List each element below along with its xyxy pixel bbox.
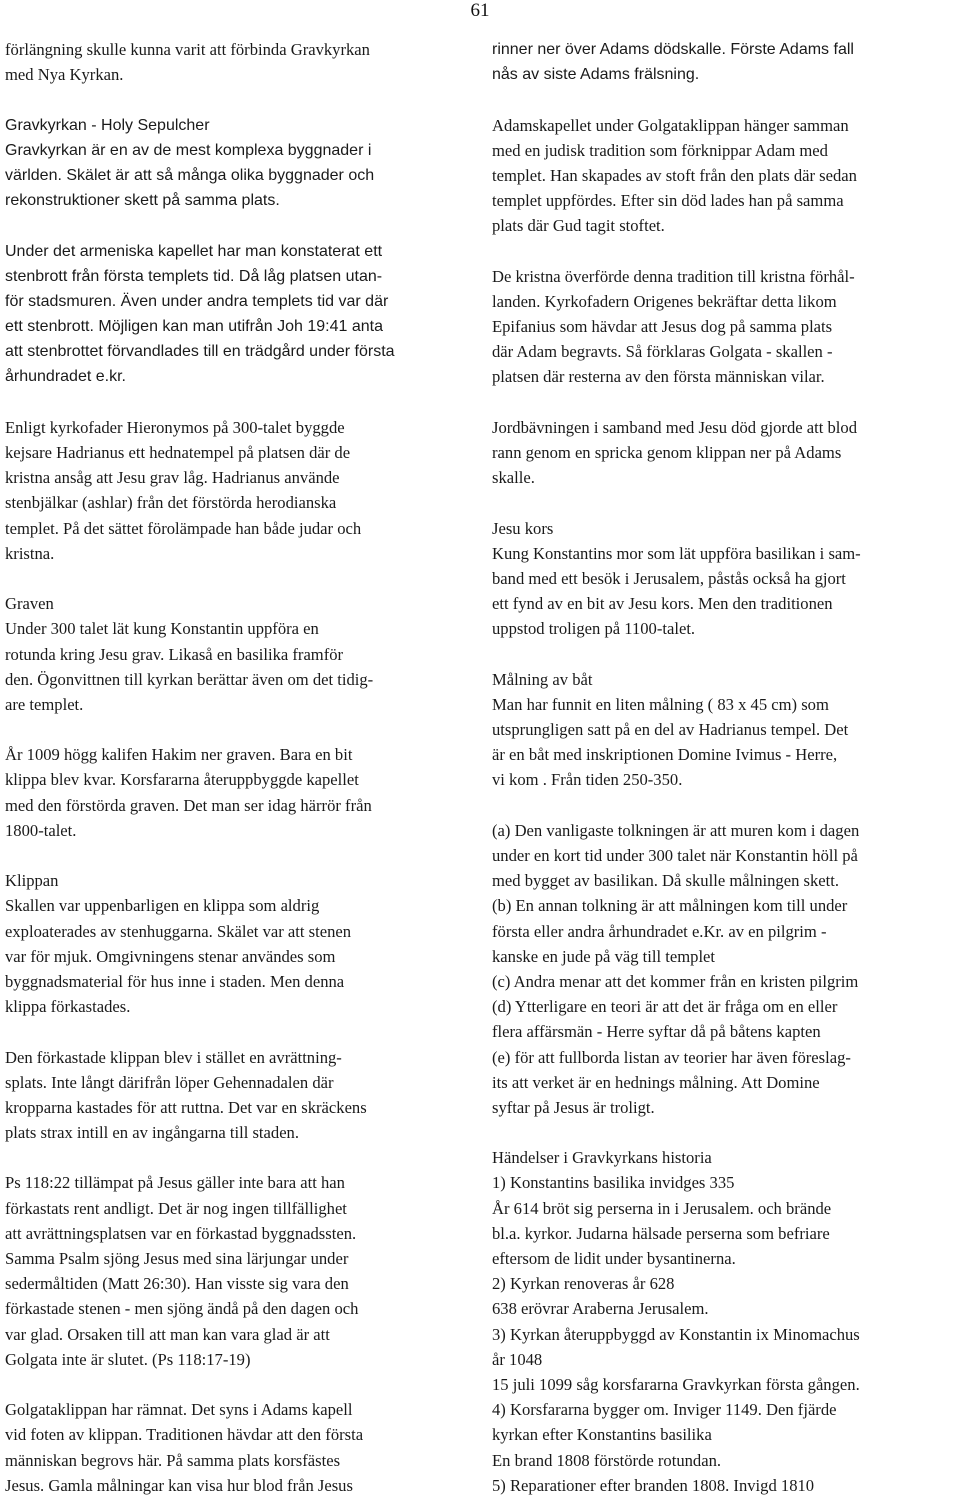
paragraph (5, 868, 475, 1019)
text-line: (e) för att fullborda listan av teorier har även föreslag- (492, 1047, 851, 1067)
text-line: den. Ögonvittnen till kyrkan berättar även om det tidig- (5, 669, 374, 689)
text-line: syftar på Jesus är troligt. (492, 1097, 655, 1117)
text-line: År 614 bröt sig perserna in i Jerusalem. och brände (492, 1198, 832, 1218)
left-column (5, 37, 475, 1498)
text-line: skalle. (492, 468, 535, 488)
text-line: att stenbrottet förvandlades till en trädgård under första (5, 343, 395, 361)
text-line: Epifanius som hävdar att Jesus dog på samma plats (492, 317, 833, 337)
text-line: Jesu kors (492, 518, 554, 538)
paragraph (5, 742, 475, 843)
text-line: var för mjuk. Omgivningens stenar användes som (5, 946, 336, 966)
text-line: utsprungligen satt på en del av Hadrianus tempel. Det (492, 720, 849, 740)
text-line: band med ett besök i Jerusalem, påstås också ha gjort (492, 568, 846, 588)
text-line: stenbjälkar (ashlar) från det förstörda herodianska (5, 493, 337, 513)
text-line: templet uppfördes. Efter sin död lades han på samma (492, 191, 844, 211)
text-line: 3) Kyrkan återuppbyggd av Konstantin ix Minomachus (492, 1324, 860, 1344)
text-line: under en kort tid under 300 talet när Konstantin höll på (492, 846, 858, 865)
text-line: kanske en jude på väg till templet (492, 946, 716, 966)
text-line: för stadsmuren. Även under andra templets tid var där (5, 292, 389, 310)
text-line: Graven (5, 594, 54, 614)
text-line: klippa blev kvar. Korsfararna återuppbyggde kapellet (5, 770, 359, 790)
paragraph (492, 1145, 954, 1498)
text-line: År 1009 högg kalifen Hakim ner graven. Bara en bit (5, 745, 353, 765)
text-line: 4) Korsfararna bygger om. Inviger 1149. Den fjärde (492, 1400, 837, 1420)
text-line: uppstod troligen på 1100-talet. (492, 619, 696, 639)
text-line: är en båt med inskriptionen Domine Ivimus - Herre, (492, 745, 838, 765)
text-line: kristna ansåg att Jesu grav låg. Hadrianus använde (5, 468, 340, 488)
text-line: eftersom de lidit under bysantinerna. (492, 1249, 736, 1268)
text-line: Jordbävningen i samband med Jesu död gjorde att blod (492, 417, 857, 437)
text-line: splats. Inte långt därifrån löper Gehennadalen där (5, 1072, 334, 1092)
text-line: år 1048 (492, 1349, 543, 1369)
paragraph (5, 37, 475, 87)
text-line: Klippan (5, 871, 59, 891)
text-line: plats strax intill en av ingångarna till staden. (5, 1123, 300, 1143)
text-line: ett stenbrott. Möjligen kan man utifrån Joh 19:41 anta (5, 318, 384, 336)
paragraph (492, 516, 954, 642)
text-line: landen. Kyrkofadern Origenes bekräftar detta likom (492, 291, 837, 311)
text-line: De kristna överförde denna tradition till kristna förhål- (492, 266, 855, 286)
text-line: Kung Konstantins mor som lät uppföra basilikan i sam- (492, 543, 861, 563)
text-line: platsen där resterna av den första människan vilar. (492, 367, 825, 387)
paragraph (5, 415, 475, 566)
text-line: Under 300 talet lät kung Konstantin uppföra en (5, 619, 319, 639)
text-line: förkastats rent andligt. Det är nog ingen tillfällighet (5, 1198, 347, 1218)
text-line: 2) Kyrkan renoveras år 628 (492, 1274, 675, 1294)
text-line: vi kom . Från tiden 250-350. (492, 770, 683, 790)
text-line: var glad. Orsaken till att man kan vara glad är att (5, 1324, 330, 1344)
text-line: byggnadsmaterial för hus inne i staden. Men denna (5, 971, 345, 991)
text-line: 638 erövrar Araberna Jerusalem. (492, 1299, 709, 1319)
text-line: stenbrott från första templets tid. Då låg platsen utan- (5, 267, 383, 285)
paragraph (492, 818, 954, 1120)
text-line: rotunda kring Jesu grav. Likaså en basilika framför (5, 644, 344, 664)
text-line: människan begrovs här. På samma plats korsfästes (5, 1450, 341, 1470)
text-line: med bygget av basilikan. Då skulle målningen skett. (492, 871, 840, 891)
text-line: 15 juli 1099 såg korsfararna Gravkyrkan första gången. (492, 1374, 860, 1394)
text-line: bl.a. kyrkor. Judarna hälsade perserna som befriare (492, 1223, 830, 1243)
text-line: ett fynd av en bit av Jesu kors. Men den traditionen (492, 594, 833, 614)
text-line: kyrkan efter Konstantins basilika (492, 1425, 712, 1445)
text-line: its att verket är en hednings målning. Att Domine (492, 1072, 820, 1092)
paragraph (492, 415, 954, 491)
text-line: (a) Den vanligaste tolkningen är att muren kom i dagen (492, 820, 860, 840)
text-line: Ps 118:22 tillämpat på Jesus gäller inte bara att han (5, 1173, 345, 1193)
text-line: klippa förkastades. (5, 997, 131, 1017)
text-line: Händelser i Gravkyrkans historia (492, 1148, 712, 1168)
text-line: 1800-talet. (5, 820, 77, 840)
text-line: rann genom en spricka genom klippan ner på Adams (492, 443, 842, 462)
paragraph (5, 1170, 475, 1372)
text-line: Jesus. Gamla målningar kan visa hur blod från Jesus (5, 1475, 353, 1495)
text-line: med en judisk tradition som förknippar Adam med (492, 140, 828, 160)
text-line: Under det armeniska kapellet har man konstaterat ett (5, 242, 383, 260)
paragraph (492, 37, 954, 87)
paragraph (5, 113, 475, 214)
text-line: 5) Reparationer efter branden 1808. Invigd 1810 (492, 1475, 815, 1495)
paragraph (492, 264, 954, 390)
paragraph (5, 1045, 475, 1146)
paragraph (492, 113, 954, 239)
text-line: Gravkyrkan - Holy Sepulcher (5, 116, 210, 134)
text-line: Samma Psalm sjöng Jesus med sina lärjungar under (5, 1249, 349, 1268)
text-line: 1) Konstantins basilika invidges 335 (492, 1173, 735, 1193)
text-line: (d) Ytterligare en teori är att det är fråga om en eller (492, 997, 838, 1017)
paragraph (5, 591, 475, 717)
text-line: första eller andra århundradet e.Kr. av en pilgrim - (492, 921, 827, 941)
text-line: vid foten av klippan. Traditionen hävdar att den första (5, 1425, 364, 1445)
text-line: att avrättningsplatsen var en förkastad byggnadssten. (5, 1223, 357, 1243)
text-line: Golgata inte är slutet. (Ps 118:17-19) (5, 1349, 251, 1369)
text-line: Man har funnit en liten målning ( 83 x 45 cm) som (492, 694, 829, 714)
paragraph (5, 239, 475, 390)
text-line: Målning av båt (492, 669, 593, 689)
text-line: (b) En annan tolkning är att målningen kom till under (492, 896, 848, 916)
text-line: templet. Han skapades av stoft från den plats där sedan (492, 165, 857, 185)
text-line: rekonstruktioner skett på samma plats. (5, 192, 280, 210)
text-line: En brand 1808 förstörde rotundan. (492, 1450, 722, 1470)
page-number: 61 (470, 0, 490, 21)
text-line: Skallen var uppenbarligen en klippa som aldrig (5, 896, 320, 916)
paragraph (492, 667, 954, 793)
text-line: (c) Andra menar att det kommer från en kristen pilgrim (492, 971, 859, 991)
text-line: sedermåltiden (Matt 26:30). Han visste sig vara den (5, 1274, 349, 1294)
text-line: Adamskapellet under Golgataklippan hänger samman (492, 115, 849, 135)
text-line: århundradet e.kr. (5, 368, 126, 386)
text-line: plats där Gud tagit stoftet. (492, 216, 665, 236)
text-line: Gravkyrkan är en av de mest komplexa byggnader i (5, 141, 372, 159)
text-line: kristna. (5, 543, 55, 563)
text-line: kejsare Hadrianus ett hednatempel på platsen där de (5, 443, 351, 462)
paragraph (5, 1397, 475, 1498)
text-line: med Nya Kyrkan. (5, 65, 124, 85)
text-line: are templet. (5, 694, 84, 714)
text-line: kropparna kastades för att ruttna. Det var en skräckens (5, 1097, 367, 1117)
text-line: nås av siste Adams frälsning. (492, 66, 700, 84)
text-line: rinner ner över Adams dödskalle. Förste Adams fall (492, 41, 854, 58)
text-line: förlängning skulle kunna varit att förbinda Gravkyrkan (5, 40, 370, 59)
text-line: Den förkastade klippan blev i stället en avrättning- (5, 1047, 342, 1067)
text-line: templet. På det sättet förolämpade han både judar och (5, 518, 362, 538)
text-line: flera affärsmän - Herre syftar då på båtens kapten (492, 1022, 821, 1042)
text-line: exploaterades av stenhuggarna. Skälet var att stenen (5, 921, 352, 941)
text-line: med den förstörda graven. Det man ser idag härrör från (5, 795, 372, 815)
text-line: världen. Skälet är att så många olika byggnader och (5, 166, 375, 184)
text-line: där Adam begravts. Så förklaras Golgata - skallen - (492, 342, 833, 362)
text-line: Enligt kyrkofader Hieronymos på 300-talet byggde (5, 417, 345, 437)
right-column (492, 37, 954, 1498)
text-line: Golgataklippan har rämnat. Det syns i Adams kapell (5, 1400, 353, 1420)
text-line: förkastade stenen - men sjöng ändå på den dagen och (5, 1299, 359, 1319)
